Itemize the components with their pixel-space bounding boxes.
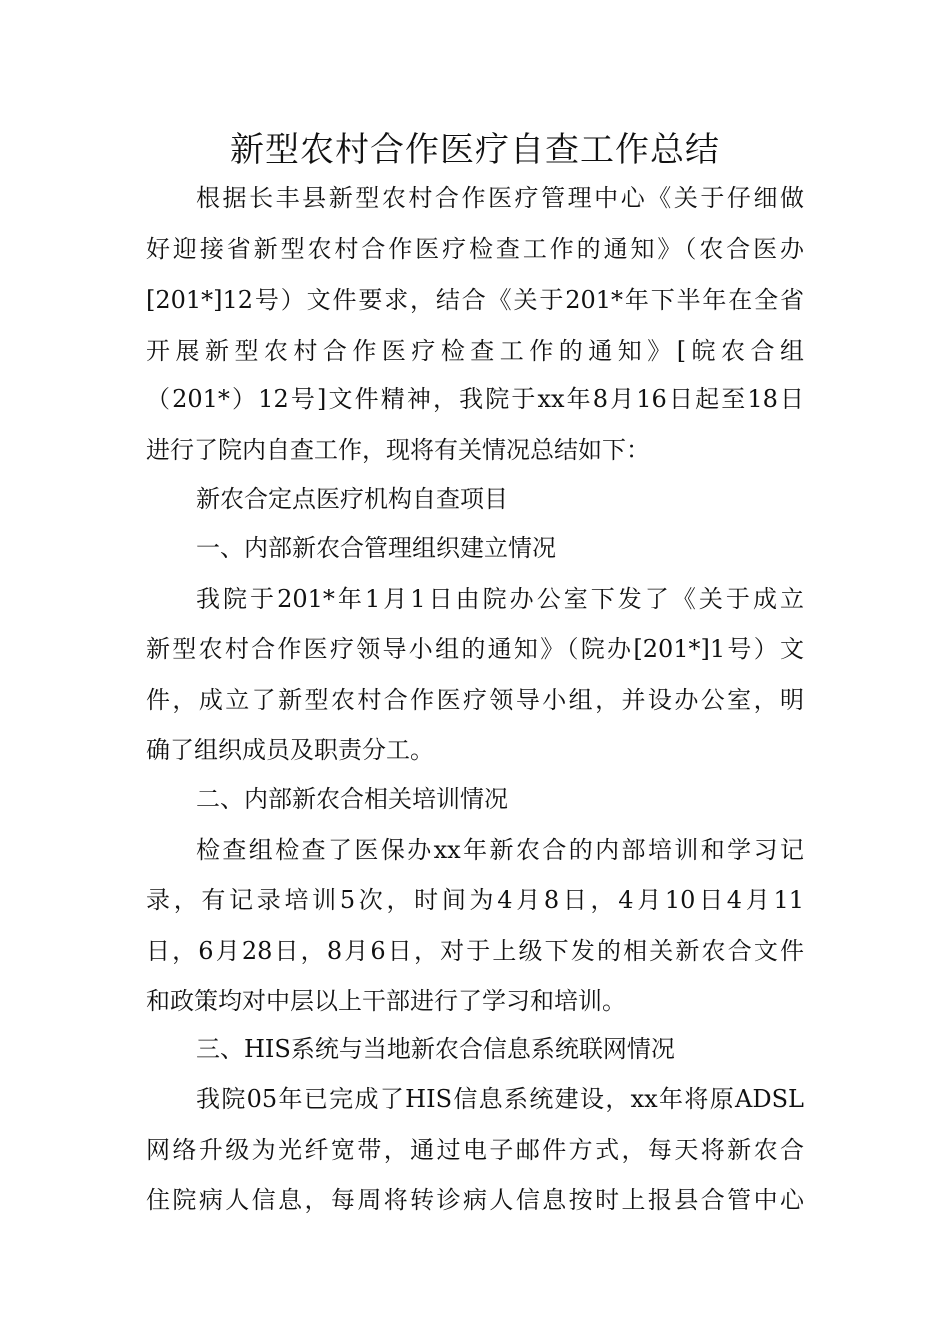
paragraph-line: 新型农村合作医疗领导小组的通知》（院办[201*]1号）文 bbox=[146, 635, 804, 663]
section-heading: 二、内部新农合相关培训情况 bbox=[196, 785, 508, 813]
paragraph-line: 根据长丰县新型农村合作医疗管理中心《关于仔细做 bbox=[196, 184, 804, 212]
section-heading: 三、HIS系统与当地新农合信息系统联网情况 bbox=[196, 1035, 675, 1063]
paragraph-line: 进行了院内自查工作，现将有关情况总结如下： bbox=[146, 436, 650, 464]
section-heading: 新农合定点医疗机构自查项目 bbox=[196, 485, 508, 513]
paragraph-line: 住院病人信息，每周将转诊病人信息按时上报县合管中心 bbox=[146, 1186, 804, 1214]
paragraph-line: 我院于201*年1月1日由院办公室下发了《关于成立 bbox=[196, 585, 804, 613]
paragraph-line: 网络升级为光纤宽带，通过电子邮件方式，每天将新农合 bbox=[146, 1136, 804, 1164]
paragraph-line: [201*]12号）文件要求，结合《关于201*年下半年在全省 bbox=[146, 286, 804, 314]
paragraph-line: 开展新型农村合作医疗检查工作的通知》[皖农合组 bbox=[146, 337, 804, 365]
paragraph-line: （201*）12号]文件精神，我院于xx年8月16日起至18日 bbox=[146, 385, 804, 413]
paragraph-line: 和政策均对中层以上干部进行了学习和培训。 bbox=[146, 987, 626, 1015]
paragraph-line: 录，有记录培训5次，时间为4月8日，4月10日4月11 bbox=[146, 886, 804, 914]
paragraph-line: 好迎接省新型农村合作医疗检查工作的通知》（农合医办 bbox=[146, 235, 804, 263]
document-title: 新型农村合作医疗自查工作总结 bbox=[230, 130, 720, 170]
paragraph-line: 我院05年已完成了HIS信息系统建设，xx年将原ADSL bbox=[196, 1085, 804, 1113]
paragraph-line: 确了组织成员及职责分工。 bbox=[146, 736, 434, 764]
section-heading: 一、内部新农合管理组织建立情况 bbox=[196, 534, 556, 562]
paragraph-line: 日，6月28日，8月6日，对于上级下发的相关新农合文件 bbox=[146, 937, 804, 965]
paragraph-line: 检查组检查了医保办xx年新农合的内部培训和学习记 bbox=[196, 836, 804, 864]
paragraph-line: 件，成立了新型农村合作医疗领导小组，并设办公室，明 bbox=[146, 686, 804, 714]
